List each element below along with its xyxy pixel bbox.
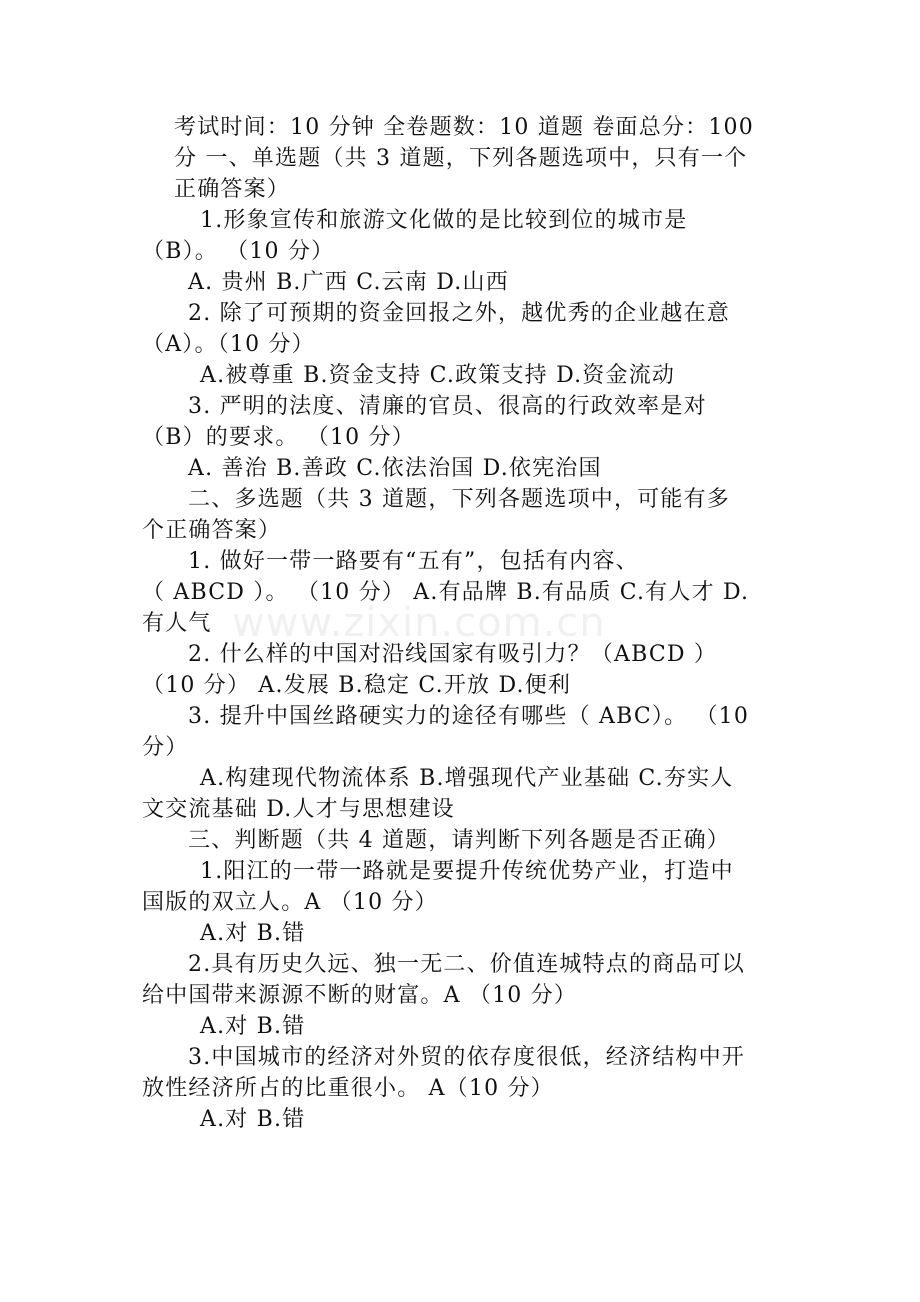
question-1-1-answer: （B）。 （10 分） xyxy=(142,239,335,264)
question-2-3-score-cont: 分） xyxy=(142,735,189,760)
question-3-3-options: A.对 B.错 xyxy=(200,1107,306,1132)
question-1-1-options: A. 贵州 B.广西 C.云南 D.山西 xyxy=(188,270,509,295)
question-3-2-answer: 给中国带来源源不断的财富。A （10 分） xyxy=(142,983,578,1008)
question-2-2-options: （10 分） A.发展 B.稳定 C.开放 D.便利 xyxy=(142,673,572,698)
question-2-1-text: 1. 做好一带一路要有“五有”，包括有内容、 xyxy=(188,549,639,574)
question-3-1-text: 1.阳江的一带一路就是要提升传统优势产业，打造中 xyxy=(200,859,734,884)
question-2-2-text: 2. 什么样的中国对沿线国家有吸引力？（ABCD ） xyxy=(188,642,718,667)
question-1-2-text: 2. 除了可预期的资金回报之外，越优秀的企业越在意 xyxy=(188,301,730,326)
question-2-3-text: 3. 提升中国丝路硬实力的途径有哪些（ ABC）。 （10 xyxy=(188,704,750,729)
section-3-heading: 三、判断题（共 4 道题，请判断下列各题是否正确） xyxy=(188,828,730,853)
question-3-2-text: 2.具有历史久远、独一无二、价值连城特点的商品可以 xyxy=(188,952,745,977)
watermark: www.zixin.com.cn xyxy=(232,600,606,646)
exam-info-line: 考试时间：10 分钟 全卷题数：10 道题 卷面总分：100 xyxy=(174,115,754,140)
section-1-heading-line-2: 正确答案） xyxy=(174,177,291,202)
section-1-heading-line-1: 分 一、单选题（共 3 道题，下列各题选项中，只有一个 xyxy=(174,146,748,171)
question-3-1-answer: 国版的双立人。A （10 分） xyxy=(142,890,438,915)
question-1-3-text: 3. 严明的法度、清廉的官员、很高的行政效率是对 xyxy=(188,394,707,419)
question-2-3-options: A.构建现代物流体系 B.增强现代产业基础 C.夯实人 xyxy=(200,766,734,791)
question-1-2-answer: （A）。（10 分） xyxy=(142,332,315,357)
question-2-1-answer-options: （ ABCD ）。 （10 分） A.有品牌 B.有品质 C.有人才 D. xyxy=(142,580,750,605)
question-3-2-options: A.对 B.错 xyxy=(200,1014,306,1039)
question-1-2-options: A.被尊重 B.资金支持 C.政策支持 D.资金流动 xyxy=(200,363,676,388)
question-1-3-answer: （B）的要求。 （10 分） xyxy=(142,425,415,450)
question-3-1-options: A.对 B.错 xyxy=(200,921,306,946)
question-3-3-answer: 放性经济所占的比重很小。 A（10 分） xyxy=(142,1076,554,1101)
question-1-1-text: 1.形象宣传和旅游文化做的是比较到位的城市是 xyxy=(200,208,688,233)
question-2-3-options-cont: 文交流基础 D.人才与思想建设 xyxy=(142,797,455,822)
section-2-heading-line-1: 二、多选题（共 3 道题，下列各题选项中，可能有多 xyxy=(188,487,730,512)
question-1-3-options: A. 善治 B.善政 C.依法治国 D.依宪治国 xyxy=(188,456,602,481)
question-3-3-text: 3.中国城市的经济对外贸的依存度很低，经济结构中开 xyxy=(188,1045,745,1070)
question-2-1-options-cont: 有人气 xyxy=(142,611,212,636)
section-2-heading-line-2: 个正确答案） xyxy=(142,518,282,543)
